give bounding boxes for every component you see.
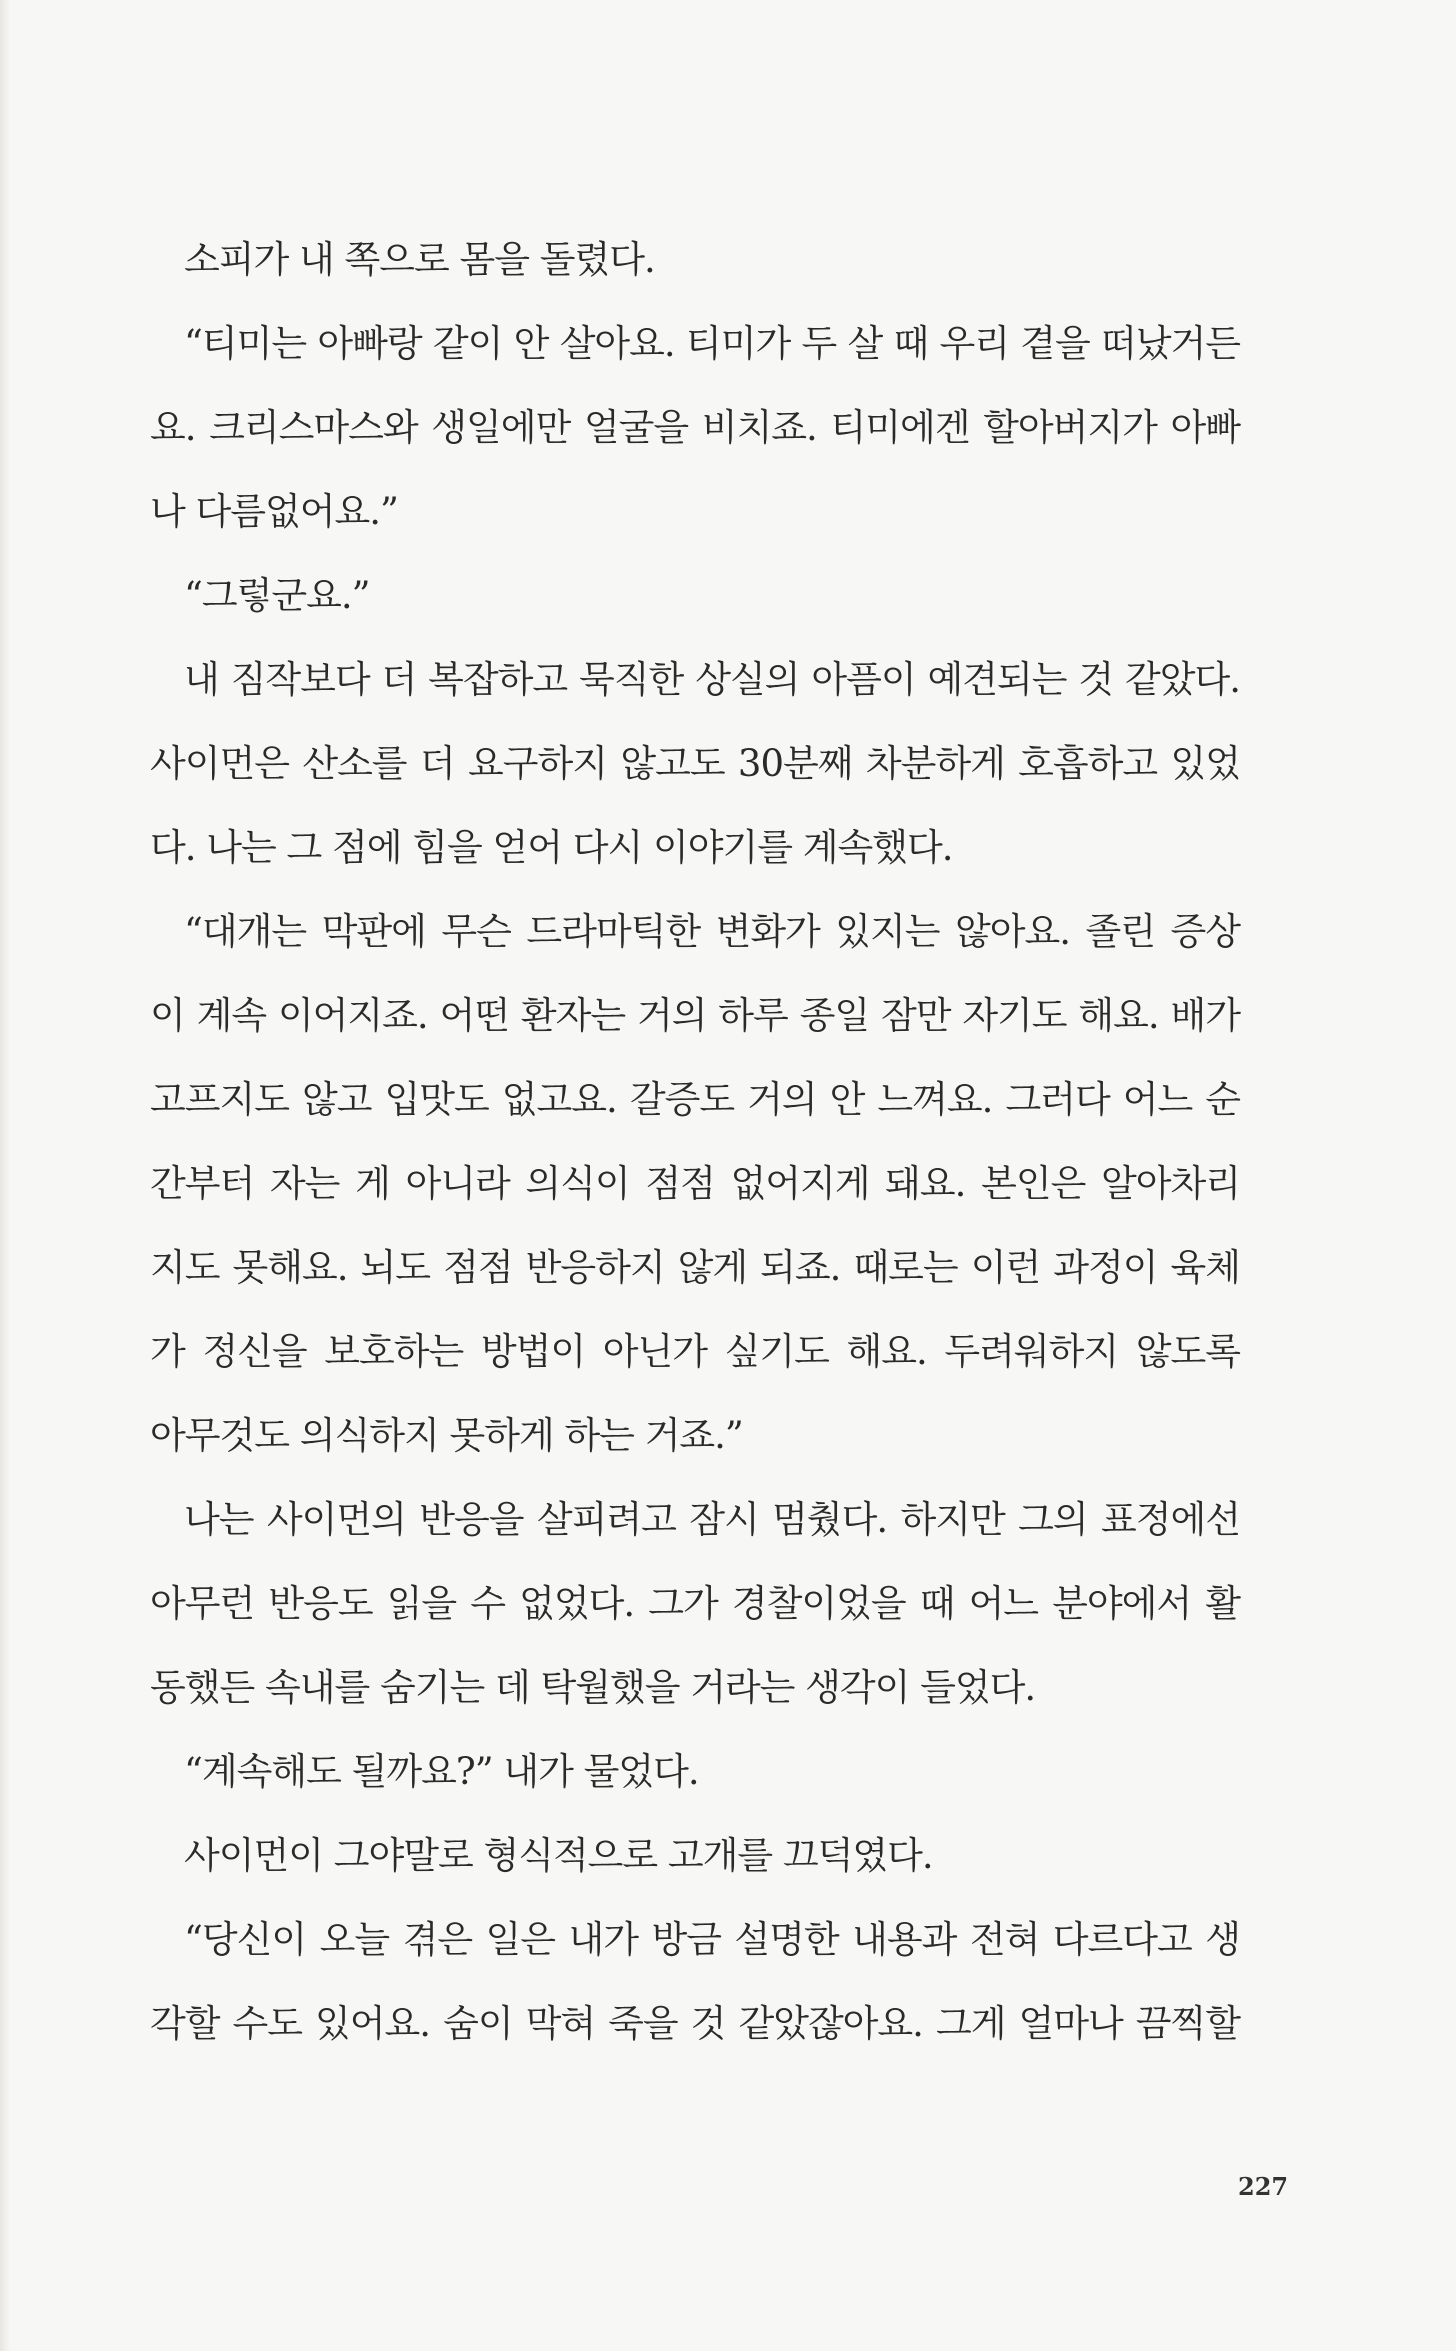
body-text <box>150 218 1240 2066</box>
text-line: 이 계속 이어지죠. 어떤 환자는 거의 하루 종일 잠만 자기도 해요. 배가 <box>150 994 1240 1037</box>
text-line: 각할 수도 있어요. 숨이 막혀 죽을 것 같았잖아요. 그게 얼마나 끔찍할 <box>150 2002 1240 2045</box>
text-line: “그렇군요.” <box>184 574 370 617</box>
text-line: 지도 못해요. 뇌도 점점 반응하지 않게 되죠. 때로는 이런 과정이 육체 <box>150 1246 1240 1289</box>
text-line: “당신이 오늘 겪은 일은 내가 방금 설명한 내용과 전혀 다르다고 생 <box>184 1918 1240 1961</box>
text-line: 아무런 반응도 읽을 수 없었다. 그가 경찰이었을 때 어느 분야에서 활 <box>150 1582 1240 1625</box>
text-line: 나 다름없어요.” <box>150 490 398 533</box>
text-line: 사이먼은 산소를 더 요구하지 않고도 30분째 차분하게 호흡하고 있었 <box>150 742 1240 785</box>
text-line: 동했든 속내를 숨기는 데 탁월했을 거라는 생각이 들었다. <box>150 1666 1036 1709</box>
text-line: 내 짐작보다 더 복잡하고 묵직한 상실의 아픔이 예견되는 것 같았다. <box>184 658 1240 701</box>
text-line: 요. 크리스마스와 생일에만 얼굴을 비치죠. 티미에겐 할아버지가 아빠 <box>150 406 1240 449</box>
text-line: “대개는 막판에 무슨 드라마틱한 변화가 있지는 않아요. 졸린 증상 <box>184 910 1240 953</box>
text-line: 다. 나는 그 점에 힘을 얻어 다시 이야기를 계속했다. <box>150 826 953 869</box>
text-line: 나는 사이먼의 반응을 살피려고 잠시 멈췄다. 하지만 그의 표정에선 <box>184 1498 1240 1541</box>
text-line: 고프지도 않고 입맛도 없고요. 갈증도 거의 안 느껴요. 그러다 어느 순 <box>150 1078 1240 1121</box>
page-edge-shadow <box>0 0 10 2351</box>
text-line: 사이먼이 그야말로 형식적으로 고개를 끄덕였다. <box>184 1834 933 1877</box>
text-line: 아무것도 의식하지 못하게 하는 거죠.” <box>150 1414 743 1457</box>
page-number: 227 <box>1238 2172 1289 2201</box>
text-line: 간부터 자는 게 아니라 의식이 점점 없어지게 돼요. 본인은 알아차리 <box>150 1162 1240 1205</box>
text-line: “계속해도 될까요?” 내가 물었다. <box>184 1750 699 1793</box>
text-line: 가 정신을 보호하는 방법이 아닌가 싶기도 해요. 두려워하지 않도록 <box>150 1330 1240 1373</box>
text-line: 소피가 내 쪽으로 몸을 돌렸다. <box>184 238 655 281</box>
text-line: “티미는 아빠랑 같이 안 살아요. 티미가 두 살 때 우리 곁을 떠났거든 <box>184 322 1240 365</box>
